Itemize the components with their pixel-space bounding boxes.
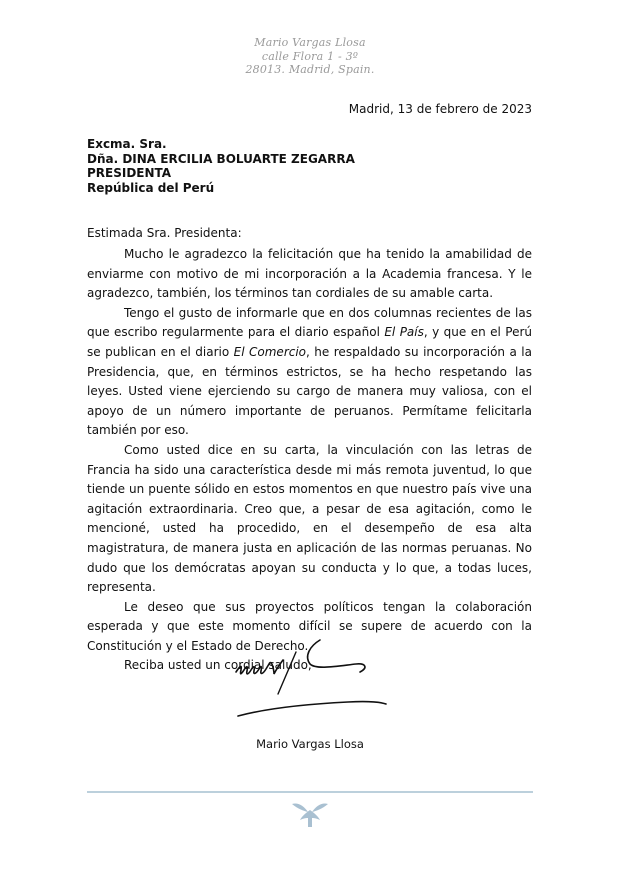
letterhead xyxy=(0,36,620,77)
paragraph-2: Tengo el gusto de informarle que en dos columnas recientes de las que escribo regularmente para el diario español El País, y que en el Perú se publican en el diario El Comercio, he respaldado su incorporación a la Presidencia, que, en términos estrictos, se ha hecho respetando las leyes. Usted viene ejerciendo su cargo de manera muy valiosa, con el apoyo de un número importante de peruanos. Permítame felicitarla también por eso. xyxy=(87,305,533,438)
closing: Reciba usted un cordial saludo, xyxy=(124,658,312,673)
recipient-country: República del Perú xyxy=(87,180,215,195)
letterhead-name: Mario Vargas Llosa xyxy=(254,36,366,49)
bird-emblem-icon xyxy=(290,800,330,828)
letterhead-street: calle Flora 1 - 3º xyxy=(261,49,359,63)
signature-icon xyxy=(228,636,398,726)
letter-date: Madrid, 13 de febrero de 2023 xyxy=(348,102,532,116)
recipient-title: Excma. Sra. xyxy=(87,137,167,151)
paragraph-1: Mucho le agradezco la felicitación que ha tenido la amabilidad de enviarme con motivo de mi incorporación a la Academia francesa. Y le agradezco, también, los términos tan cordiales de su amable carta. xyxy=(87,247,532,301)
letterhead-city: 28013. Madrid, Spain. xyxy=(245,63,375,76)
recipient-position: PRESIDENTA xyxy=(87,166,172,180)
paragraph-4: Le deseo que sus proyectos políticos tengan la colaboración esperada y que este momento difícil se supere de acuerdo con la Constitución y el Estado de Derecho. xyxy=(87,599,532,653)
paragraph-3: Como usted dice en su carta, la vinculación con las letras de Francia ha sido una característica desde mi más remota juventud, lo que tiende un puente sólido en estos momentos en que nuestro país vive una agitación extraordinaria. Creo que, a pesar de esa agitación, como le mencioné, usted ha procedido, en el desempeño de esa alta magistratura, de manera justa en aplicación de las normas peruanas. No dudo que los demócratas apoyan su conducta y lo que, a todas luces, representa. xyxy=(87,442,532,595)
footer-divider xyxy=(87,791,533,793)
recipient-block xyxy=(87,137,355,195)
signer-name: Mario Vargas Llosa xyxy=(256,737,364,751)
recipient-name: Dña. DINA ERCILIA BOLUARTE ZEGARRA xyxy=(87,151,355,166)
newspaper-el-pais: El País xyxy=(384,325,424,340)
newspaper-el-comercio: El Comercio xyxy=(233,344,307,359)
salutation: Estimada Sra. Presidenta: xyxy=(87,226,242,240)
letter-body xyxy=(87,245,532,676)
